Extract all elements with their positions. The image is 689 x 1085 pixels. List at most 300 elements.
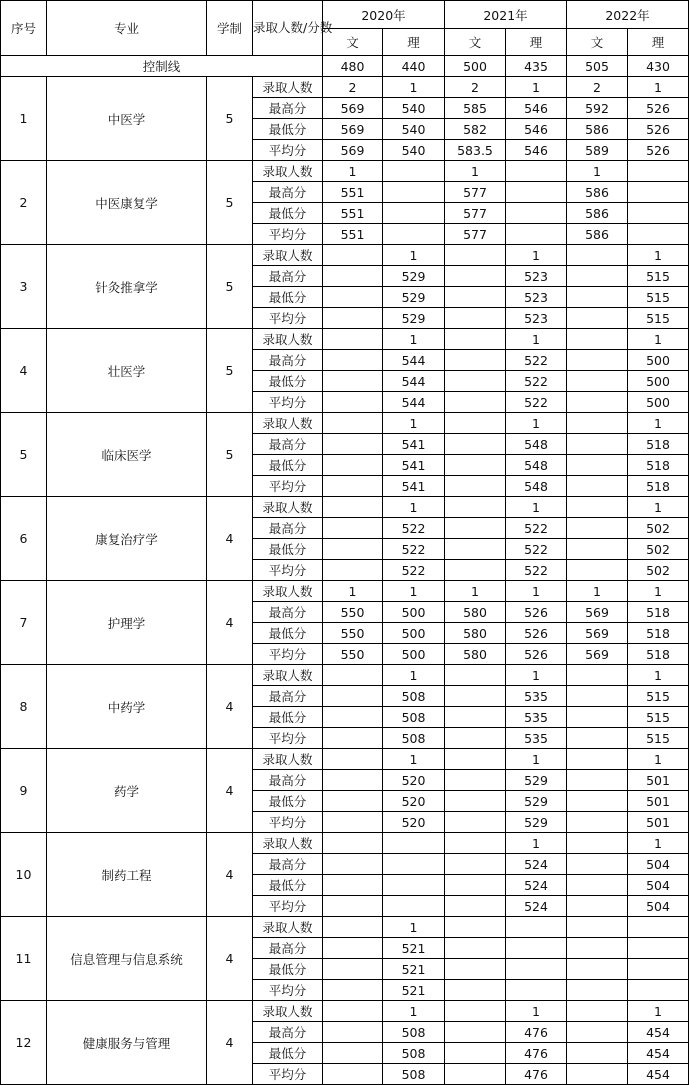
score-cell: 521	[383, 959, 445, 980]
score-cell: 580	[445, 602, 506, 623]
score-cell: 518	[628, 644, 689, 665]
score-cell	[383, 875, 445, 896]
score-cell: 589	[567, 140, 628, 161]
row-length: 4	[207, 833, 253, 917]
score-cell	[628, 182, 689, 203]
score-cell	[567, 392, 628, 413]
table-header	[1, 1, 689, 56]
metric-label-count: 录取人数	[253, 581, 323, 602]
score-cell: 522	[506, 539, 567, 560]
score-cell	[506, 161, 567, 182]
score-cell	[445, 560, 506, 581]
score-cell	[323, 791, 383, 812]
row-major: 信息管理与信息系统	[47, 917, 207, 1001]
row-length: 4	[207, 665, 253, 749]
score-cell	[445, 1064, 506, 1085]
score-cell: 582	[445, 119, 506, 140]
metric-label-avg: 平均分	[253, 140, 323, 161]
score-cell	[323, 959, 383, 980]
row-seq: 11	[1, 917, 47, 1001]
metric-label-min: 最低分	[253, 875, 323, 896]
score-cell	[445, 539, 506, 560]
row-major: 药学	[47, 749, 207, 833]
score-cell: 520	[383, 770, 445, 791]
score-cell: 592	[567, 98, 628, 119]
metric-label-avg: 平均分	[253, 476, 323, 497]
score-cell: 526	[506, 623, 567, 644]
score-cell: 550	[323, 602, 383, 623]
metric-label-count: 录取人数	[253, 749, 323, 770]
table-row	[1, 581, 689, 602]
metric-label-max: 最高分	[253, 602, 323, 623]
metric-label-avg: 平均分	[253, 560, 323, 581]
score-cell: 2	[323, 77, 383, 98]
metric-label-min: 最低分	[253, 707, 323, 728]
metric-label-count: 录取人数	[253, 497, 323, 518]
control-line-value: 430	[628, 56, 689, 77]
control-line-value: 440	[383, 56, 445, 77]
score-cell	[323, 413, 383, 434]
score-cell: 1	[628, 581, 689, 602]
metric-label-min: 最低分	[253, 623, 323, 644]
score-cell: 500	[383, 623, 445, 644]
score-cell	[445, 707, 506, 728]
score-cell	[323, 749, 383, 770]
score-cell	[506, 959, 567, 980]
score-cell: 515	[628, 728, 689, 749]
score-cell: 544	[383, 392, 445, 413]
control-line-row	[1, 56, 689, 77]
score-cell: 577	[445, 203, 506, 224]
score-cell: 515	[628, 308, 689, 329]
metric-label-count: 录取人数	[253, 1001, 323, 1022]
score-cell	[567, 791, 628, 812]
row-length: 4	[207, 1001, 253, 1085]
score-cell	[567, 917, 628, 938]
score-cell: 551	[323, 182, 383, 203]
score-cell: 523	[506, 287, 567, 308]
control-line-value: 500	[445, 56, 506, 77]
row-seq: 2	[1, 161, 47, 245]
header-science: 理	[506, 29, 567, 56]
score-cell: 586	[567, 182, 628, 203]
score-cell	[445, 875, 506, 896]
score-cell	[323, 308, 383, 329]
table-row	[1, 161, 689, 182]
metric-label-avg: 平均分	[253, 728, 323, 749]
metric-label-avg: 平均分	[253, 896, 323, 917]
score-cell: 535	[506, 686, 567, 707]
score-cell: 546	[506, 140, 567, 161]
score-cell: 1	[506, 413, 567, 434]
score-cell: 529	[506, 791, 567, 812]
score-cell: 508	[383, 1043, 445, 1064]
score-cell: 521	[383, 938, 445, 959]
score-cell	[323, 371, 383, 392]
score-cell	[323, 728, 383, 749]
score-cell: 569	[567, 623, 628, 644]
score-cell: 569	[567, 644, 628, 665]
score-cell	[567, 812, 628, 833]
metric-label-avg: 平均分	[253, 308, 323, 329]
metric-label-count: 录取人数	[253, 917, 323, 938]
score-cell	[323, 770, 383, 791]
score-cell	[323, 329, 383, 350]
score-cell: 580	[445, 623, 506, 644]
score-cell	[445, 980, 506, 1001]
metric-label-max: 最高分	[253, 350, 323, 371]
row-major: 康复治疗学	[47, 497, 207, 581]
score-cell	[628, 959, 689, 980]
score-cell	[445, 959, 506, 980]
score-cell	[567, 350, 628, 371]
score-cell	[445, 434, 506, 455]
table-row	[1, 665, 689, 686]
score-cell: 586	[567, 203, 628, 224]
score-cell	[628, 980, 689, 1001]
score-cell: 529	[383, 266, 445, 287]
header-arts: 文	[567, 29, 628, 56]
score-cell	[628, 161, 689, 182]
score-cell: 523	[506, 266, 567, 287]
score-cell	[567, 539, 628, 560]
score-cell: 520	[383, 812, 445, 833]
score-cell	[323, 854, 383, 875]
score-cell	[445, 308, 506, 329]
metric-label-count: 录取人数	[253, 245, 323, 266]
row-seq: 5	[1, 413, 47, 497]
score-cell: 502	[628, 560, 689, 581]
score-cell	[323, 812, 383, 833]
metric-label-avg: 平均分	[253, 812, 323, 833]
metric-label-avg: 平均分	[253, 392, 323, 413]
score-cell	[323, 665, 383, 686]
metric-label-avg: 平均分	[253, 1064, 323, 1085]
score-cell: 515	[628, 707, 689, 728]
metric-label-min: 最低分	[253, 203, 323, 224]
score-cell: 1	[323, 161, 383, 182]
metric-label-count: 录取人数	[253, 413, 323, 434]
score-cell	[445, 938, 506, 959]
score-cell: 508	[383, 1022, 445, 1043]
score-cell	[383, 161, 445, 182]
score-cell: 540	[383, 140, 445, 161]
score-cell: 524	[506, 854, 567, 875]
score-cell	[323, 938, 383, 959]
metric-label-min: 最低分	[253, 371, 323, 392]
score-cell: 1	[445, 581, 506, 602]
score-cell: 529	[383, 308, 445, 329]
header-seq: 序号	[1, 1, 47, 56]
score-cell	[323, 560, 383, 581]
score-cell: 523	[506, 308, 567, 329]
score-cell: 1	[628, 665, 689, 686]
score-cell	[567, 287, 628, 308]
score-cell	[323, 1001, 383, 1022]
score-cell	[445, 812, 506, 833]
score-cell	[445, 287, 506, 308]
score-cell	[567, 896, 628, 917]
score-cell: 1	[383, 1001, 445, 1022]
score-cell	[323, 1043, 383, 1064]
control-line-value: 505	[567, 56, 628, 77]
score-cell	[323, 833, 383, 854]
score-cell: 1	[506, 665, 567, 686]
score-cell: 535	[506, 728, 567, 749]
score-cell: 569	[323, 98, 383, 119]
score-cell: 546	[506, 119, 567, 140]
header-major: 专业	[47, 1, 207, 56]
metric-label-count: 录取人数	[253, 833, 323, 854]
score-cell	[323, 896, 383, 917]
score-cell: 1	[383, 917, 445, 938]
score-cell: 569	[323, 119, 383, 140]
score-cell	[383, 203, 445, 224]
row-seq: 9	[1, 749, 47, 833]
score-cell	[567, 329, 628, 350]
score-cell	[323, 455, 383, 476]
row-seq: 1	[1, 77, 47, 161]
score-cell	[445, 245, 506, 266]
score-cell: 1	[506, 245, 567, 266]
score-cell: 1	[506, 581, 567, 602]
row-major: 中药学	[47, 665, 207, 749]
score-cell: 522	[506, 350, 567, 371]
score-cell: 502	[628, 539, 689, 560]
metric-label-avg: 平均分	[253, 224, 323, 245]
table-row	[1, 833, 689, 854]
score-cell	[506, 917, 567, 938]
metric-label-max: 最高分	[253, 434, 323, 455]
score-cell	[445, 455, 506, 476]
score-cell: 529	[383, 287, 445, 308]
score-cell: 1	[445, 161, 506, 182]
score-cell: 1	[628, 1001, 689, 1022]
score-cell	[567, 707, 628, 728]
score-cell	[567, 875, 628, 896]
score-cell	[445, 497, 506, 518]
score-cell: 521	[383, 980, 445, 1001]
row-seq: 4	[1, 329, 47, 413]
score-cell	[567, 833, 628, 854]
score-cell: 1	[567, 161, 628, 182]
header-science: 理	[383, 29, 445, 56]
score-cell: 522	[383, 560, 445, 581]
table-row	[1, 917, 689, 938]
header-science: 理	[628, 29, 689, 56]
score-cell: 544	[383, 371, 445, 392]
table-row	[1, 749, 689, 770]
score-cell	[323, 917, 383, 938]
score-cell	[323, 266, 383, 287]
score-cell	[628, 938, 689, 959]
score-cell: 548	[506, 476, 567, 497]
score-cell: 515	[628, 287, 689, 308]
score-cell	[567, 371, 628, 392]
row-seq: 10	[1, 833, 47, 917]
row-length: 5	[207, 245, 253, 329]
score-cell	[567, 959, 628, 980]
score-cell: 518	[628, 476, 689, 497]
row-length: 5	[207, 329, 253, 413]
score-cell	[567, 1022, 628, 1043]
score-cell: 526	[628, 140, 689, 161]
row-major: 制药工程	[47, 833, 207, 917]
score-cell	[445, 413, 506, 434]
header-length: 学制	[207, 1, 253, 56]
row-length: 4	[207, 917, 253, 1001]
score-cell: 1	[628, 833, 689, 854]
score-cell	[323, 1064, 383, 1085]
score-cell: 500	[628, 350, 689, 371]
score-cell	[323, 476, 383, 497]
metric-label-max: 最高分	[253, 770, 323, 791]
score-cell	[323, 497, 383, 518]
score-cell: 1	[567, 581, 628, 602]
score-cell	[383, 833, 445, 854]
row-major: 中医康复学	[47, 161, 207, 245]
header-metric	[253, 1, 333, 56]
score-cell: 1	[383, 749, 445, 770]
metric-label-min: 最低分	[253, 287, 323, 308]
score-cell	[567, 308, 628, 329]
score-cell	[445, 1001, 506, 1022]
metric-label-min: 最低分	[253, 455, 323, 476]
metric-label-min: 最低分	[253, 959, 323, 980]
score-cell: 508	[383, 686, 445, 707]
score-cell	[445, 392, 506, 413]
score-cell: 1	[506, 497, 567, 518]
score-cell	[445, 476, 506, 497]
score-cell	[445, 266, 506, 287]
row-length: 4	[207, 497, 253, 581]
score-cell: 504	[628, 896, 689, 917]
score-cell	[323, 875, 383, 896]
score-cell	[445, 728, 506, 749]
score-cell: 535	[506, 707, 567, 728]
score-cell	[323, 392, 383, 413]
score-cell	[445, 1022, 506, 1043]
score-cell: 518	[628, 455, 689, 476]
score-cell	[383, 854, 445, 875]
score-cell: 569	[567, 602, 628, 623]
score-cell: 476	[506, 1064, 567, 1085]
row-length: 5	[207, 413, 253, 497]
score-cell: 551	[323, 224, 383, 245]
score-cell	[323, 707, 383, 728]
metric-label-max: 最高分	[253, 266, 323, 287]
score-cell: 586	[567, 224, 628, 245]
score-cell	[506, 182, 567, 203]
score-cell: 454	[628, 1022, 689, 1043]
score-cell: 504	[628, 854, 689, 875]
metric-label-count: 录取人数	[253, 77, 323, 98]
score-cell	[323, 539, 383, 560]
score-cell: 501	[628, 791, 689, 812]
score-cell	[567, 938, 628, 959]
metric-label-avg: 平均分	[253, 980, 323, 1001]
score-cell: 508	[383, 1064, 445, 1085]
score-cell: 522	[506, 371, 567, 392]
score-cell: 524	[506, 875, 567, 896]
score-cell	[506, 224, 567, 245]
metric-label-count: 录取人数	[253, 161, 323, 182]
score-cell: 541	[383, 455, 445, 476]
score-cell: 529	[506, 812, 567, 833]
score-cell: 1	[383, 581, 445, 602]
row-seq: 3	[1, 245, 47, 329]
score-cell: 2	[445, 77, 506, 98]
row-seq: 8	[1, 665, 47, 749]
metric-label-min: 最低分	[253, 539, 323, 560]
score-cell	[567, 434, 628, 455]
row-major: 护理学	[47, 581, 207, 665]
score-cell: 500	[383, 602, 445, 623]
score-cell	[567, 413, 628, 434]
score-cell	[506, 980, 567, 1001]
score-cell	[445, 350, 506, 371]
header-year-2022: 2022年	[567, 1, 689, 29]
score-cell: 540	[383, 119, 445, 140]
score-cell	[323, 350, 383, 371]
score-cell: 515	[628, 266, 689, 287]
score-cell	[567, 518, 628, 539]
header-year-2020: 2020年	[323, 1, 445, 29]
score-cell: 2	[567, 77, 628, 98]
score-cell: 548	[506, 455, 567, 476]
score-cell: 518	[628, 602, 689, 623]
score-cell: 1	[506, 833, 567, 854]
score-cell: 1	[506, 77, 567, 98]
score-cell	[445, 518, 506, 539]
score-cell	[567, 1043, 628, 1064]
control-line-value: 435	[506, 56, 567, 77]
score-cell: 550	[323, 623, 383, 644]
score-cell: 569	[323, 140, 383, 161]
score-cell: 518	[628, 434, 689, 455]
score-cell: 500	[628, 371, 689, 392]
score-cell: 515	[628, 686, 689, 707]
score-cell: 540	[383, 98, 445, 119]
table-row	[1, 1001, 689, 1022]
header-year-2021: 2021年	[445, 1, 567, 29]
score-cell: 1	[628, 329, 689, 350]
score-cell: 501	[628, 770, 689, 791]
score-cell: 502	[628, 518, 689, 539]
score-cell	[567, 245, 628, 266]
score-cell: 508	[383, 728, 445, 749]
score-cell	[323, 518, 383, 539]
metric-label-count: 录取人数	[253, 329, 323, 350]
score-cell	[567, 749, 628, 770]
metric-label-max: 最高分	[253, 686, 323, 707]
score-cell: 1	[383, 497, 445, 518]
score-cell: 585	[445, 98, 506, 119]
score-cell: 586	[567, 119, 628, 140]
score-cell: 454	[628, 1043, 689, 1064]
score-cell: 1	[506, 749, 567, 770]
row-major: 健康服务与管理	[47, 1001, 207, 1085]
score-cell: 580	[445, 644, 506, 665]
row-seq: 12	[1, 1001, 47, 1085]
metric-label-max: 最高分	[253, 98, 323, 119]
score-cell	[445, 791, 506, 812]
score-cell	[567, 476, 628, 497]
score-cell: 508	[383, 707, 445, 728]
score-cell: 522	[383, 539, 445, 560]
row-major: 临床医学	[47, 413, 207, 497]
score-cell	[567, 455, 628, 476]
